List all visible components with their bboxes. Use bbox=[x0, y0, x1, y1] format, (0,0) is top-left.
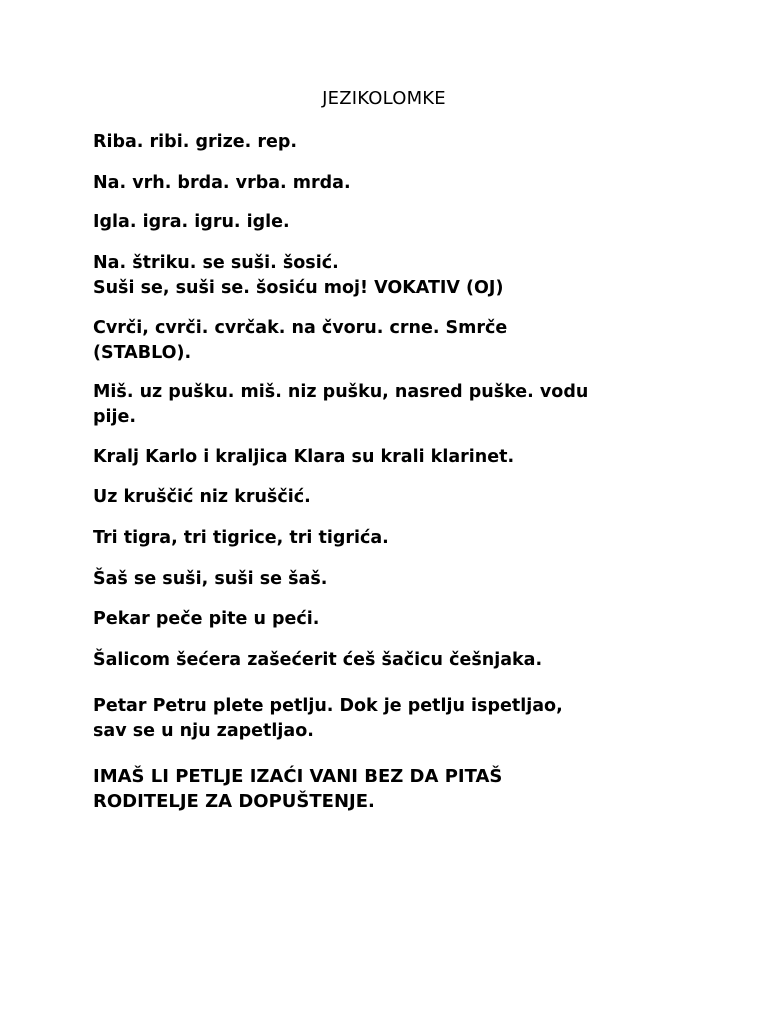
tongue-twister-line: Na. štriku. se suši. šosić. bbox=[93, 253, 339, 273]
tongue-twister-line: Petar Petru plete petlju. Dok je petlju ispetljao, bbox=[93, 696, 563, 716]
tongue-twister-line: Šaš se suši, suši se šaš. bbox=[93, 569, 328, 589]
tongue-twister-line: Igla. igra. igru. igle. bbox=[93, 212, 290, 232]
tongue-twister-line: Pekar peče pite u peći. bbox=[93, 609, 320, 629]
closing-question-line: RODITELJE ZA DOPUŠTENJE. bbox=[93, 791, 375, 812]
tongue-twister-line: Miš. uz pušku. miš. niz pušku, nasred puške. vodu bbox=[93, 382, 589, 402]
tongue-twister-line: Uz kruščić niz kruščić. bbox=[93, 487, 311, 507]
tongue-twister-line: Tri tigra, tri tigrice, tri tigrića. bbox=[93, 528, 389, 548]
tongue-twister-line: Šalicom šećera zašećerit ćeš šačicu češnjaka. bbox=[93, 650, 543, 670]
document-title: JEZIKOLOMKE bbox=[322, 88, 446, 109]
tongue-twister-line: Cvrči, cvrči. cvrčak. na čvoru. crne. Smrče bbox=[93, 318, 508, 338]
tongue-twister-line: (STABLO). bbox=[93, 343, 192, 363]
tongue-twister-line: sav se u nju zapetljao. bbox=[93, 721, 314, 741]
tongue-twister-line: Suši se, suši se. šosiću moj! VOKATIV (OJ) bbox=[93, 278, 504, 298]
tongue-twister-line: pije. bbox=[93, 407, 137, 427]
tongue-twister-line: Riba. ribi. grize. rep. bbox=[93, 132, 298, 152]
tongue-twister-line: Na. vrh. brda. vrba. mrda. bbox=[93, 173, 351, 193]
tongue-twister-line: Kralj Karlo i kraljica Klara su krali klarinet. bbox=[93, 447, 515, 467]
closing-question-line: IMAŠ LI PETLJE IZAĆI VANI BEZ DA PITAŠ bbox=[93, 766, 503, 787]
